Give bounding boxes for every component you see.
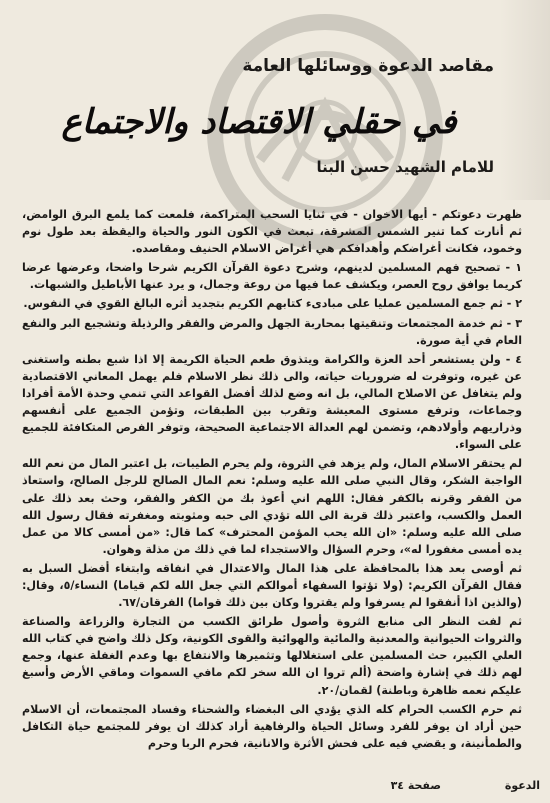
paragraph: ٣ - ثم خدمة المجتمعات وتنقيتها بمحاربة الجهل والمرض والفقر والرذيلة وتشجيع البر والنفع العام في أية صورة. <box>22 316 522 347</box>
paragraph: ظهرت دعوتكم - أيها الاخوان - في ثنايا السحب المتراكمة، فلمعت كما يلمع البرق الوامض، ثم أنارت كما تنير الشمس المشرقة، تبعث في الكون النور والحياة واليقظة بعد طول نوم وخمود، فكانت أغراضكم وأهدافكم هي أغراض الاسلام الحنيف ومقاصده. <box>22 208 522 256</box>
article-header <box>24 56 494 176</box>
article-body <box>22 206 522 754</box>
page-number: صفحة ٣٤ <box>390 779 441 792</box>
section-kicker: مقاصد الدعوة ووسائلها العامة <box>242 56 494 76</box>
page-edge-shade <box>500 0 550 200</box>
paragraph: ثم حرم الكسب الحرام كله الذي يؤدي الى البغضاء والشحناء وفساد المجتمعات، أن الاسلام حين أراد ان يوفر للفرد وسائل الحياة والرفاهية أراد كذلك ان يوفر للمجتمع حياة التكافل والطمأنينة، و يقضي فيه على فحش الأثرة والانانية، فحرم الربا وحرم <box>22 702 522 750</box>
paragraph: ١ - تصحيح فهم المسلمين لدينهم، وشرح دعوة القرآن الكريم شرحا واضحا، وعرضها عرضا كريما يوافق روح العصر، ويكشف عما فيها من روعة وجمال، و يرد عنها الأباطيل والشبهات. <box>22 261 522 292</box>
paragraph: لم يحتقر الاسلام المال، ولم يزهد في الثروة، ولم يحرم الطيبات، بل اعتبر المال من نعم الله الواجبة الشكر، وقال النبي صلى الله عليه وسلم: نعم المال الصالح للرجل الصالح، واستعاذ من الفقر وقرنه بالكفر فقال: اللهم اني أعوذ بك من الكفر والفقر، وحث بعد ذلك على العمل والكسب، واعتبر ذلك قربة الى الله تؤدي الى حبه ومثوبته ومغفرته فقال رسول الله صلى الله عليه وسلم: «ان الله يحب المؤمن المحترف» كما قال: «من أمسى كالا من عمل يده أمسى مغفورا له»، وحرم السؤال والاستجداء لما في ذلك من مذلة وهوان. <box>22 457 522 556</box>
paragraph: ثم لفت النظر الى منابع الثروة وأصول طرائق الكسب من التجارة والزراعة والصناعة والثروات الحيوانية والمعدنية والمائية والهوائية والقوى الكونية، وكل ذلك واضح في كتاب الله العلي الكبير، حث المسلمين على استغلالها وتثميرها والانتفاع بها وعدم الغفلة عنها، وجمع لهم ذلك في إشارة واضحة (ألم تروا ان الله سخر لكم مافي السموات وماقي الأرض وأسبغ عليكم نعمه ظاهرة وباطنة) لقمان/٢٠. <box>22 615 522 697</box>
paragraph: ٤ - ولن يستشعر أحد العزة والكرامة ويتذوق طعم الحياة الكريمة إلا اذا شبع بطنه واستغنى عن غيره، وتوفرت له ضروريات حياته، والى ذلك نظر الاسلام فلم يهمل المعاني الاقتصادية ولم يتغافل عن الاصلاح المالي، بل انه وضع لذلك أفضل القواعد التي تنمي وحدة الأمة أفرادا وجماعات، وترفع مستوى المعيشة وتقرب بين الطبقات، وتؤمن الجميع على أنفسهم وذراريهم وأولادهم، وتضمن لهم العدالة الاجتماعية الصحيحة، وتوفر الفرص المتكافئة للجميع على السواء. <box>22 352 522 452</box>
article-author: للامام الشهيد حسن البنا <box>316 158 494 176</box>
paragraph: ثم أوصى بعد هذا بالمحافظة على هذا المال والاعتدال في انفاقه وابتغاء أفضل السبل به فقال القرآن الكريم: (ولا تؤتوا السفهاء أموالكم التي جعل الله لكم قياما) النساء/٥، وقال: (والذين اذا أنفقوا لم يسرفوا ولم يقتروا وكان بين ذلك قواما) الفرقان/٦٧. <box>22 561 522 610</box>
article-title: في حقلي الاقتصاد والاجتماع <box>61 102 457 142</box>
magazine-name: الدعوة <box>504 779 540 792</box>
paragraph: ٢ - ثم جمع المسلمين عمليا على مبادىء كتابهم الكريم بتجديد أثره البالغ القوي في النفوس. <box>23 297 522 311</box>
page-footer <box>80 779 540 792</box>
